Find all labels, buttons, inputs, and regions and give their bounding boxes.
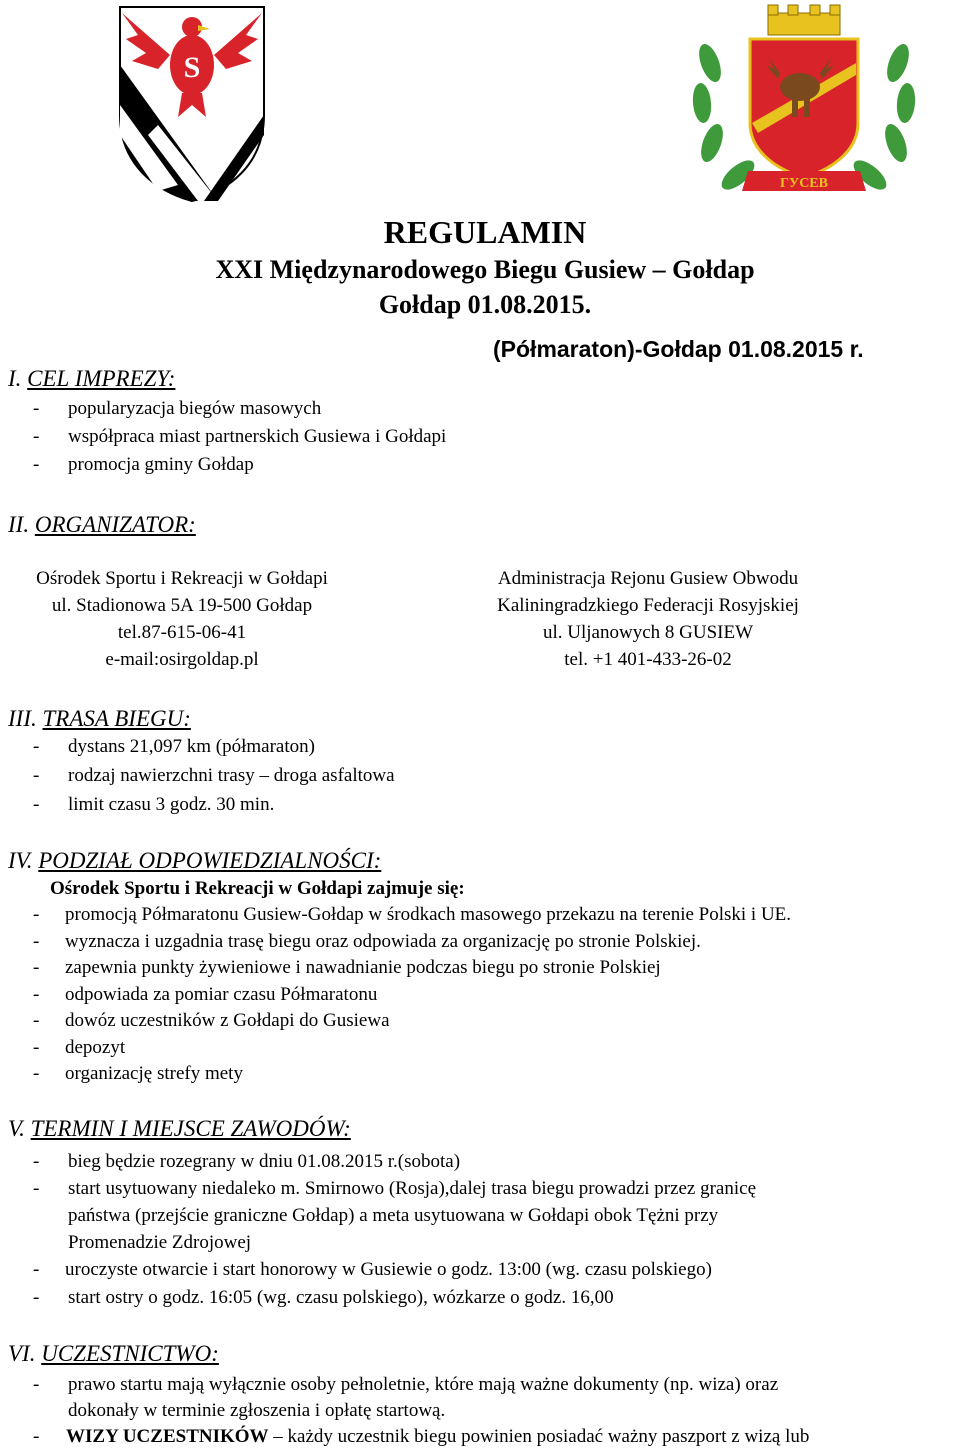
list-item: - współpraca miast partnerskich Gusiewa i Gołdapi — [33, 426, 447, 447]
list-item: - depozyt — [33, 1036, 126, 1058]
list-item: - rodzaj nawierzchni trasy – droga asfaltowa — [33, 765, 395, 786]
crest-text: ГУСЕВ — [780, 176, 828, 191]
gusev-coat-of-arms — [688, 3, 920, 201]
section-3-list — [0, 736, 960, 823]
section-6-heading: VI. UCZESTNICTWO: — [8, 1341, 219, 1366]
section-4-lead: Ośrodek Sportu i Rekreacji w Gołdapi zajmuje się: — [50, 878, 465, 899]
svg-text:S: S — [183, 51, 201, 84]
document-subtitle: XXI Międzynarodowego Biegu Gusiew – Gołdap — [215, 255, 755, 284]
list-item: - organizację strefy mety — [33, 1063, 243, 1084]
document-title: REGULAMIN — [383, 214, 587, 250]
list-item: - promocją Półmaratonu Gusiew-Gołdap w środkach masowego przekazu na terenie Polski i UE. — [33, 904, 792, 925]
section-1-heading: I. CEL IMPREZY: — [8, 366, 176, 391]
list-item: - promocja gminy Gołdap — [33, 454, 254, 475]
section-4-list — [0, 904, 960, 1090]
list-item: - dowóz uczestników z Gołdapi do Gusiewa — [33, 1010, 390, 1031]
document-date: Gołdap 01.08.2015. — [378, 290, 592, 319]
list-item: - start usytuowany niedaleko m. Smirnowo (Rosja),dalej trasa biegu prowadzi przez granicę państwa (przejście graniczne Gołdap) a meta usytuowana w Gołdapi obok Tężni przy Promenadzie Zdrojowej — [33, 1178, 757, 1253]
half-marathon-line: (Półmaraton)-Gołdap 01.08.2015 r. — [493, 336, 864, 362]
list-item: - bieg będzie rozegrany w dniu 01.08.2015 r.(sobota) — [33, 1151, 461, 1172]
section-6-list — [0, 1374, 960, 1452]
list-item: - start ostry o godz. 16:05 (wg. czasu polskiego), wózkarze o godz. 16,00 — [33, 1287, 614, 1308]
list-item: - zapewnia punkty żywieniowe i nawadnianie podczas biegu po stronie Polskiej — [33, 957, 661, 978]
list-item: - uroczyste otwarcie i start honorowy w Gusiewie o godz. 13:00 (wg. czasu polskiego) — [33, 1259, 712, 1280]
goldap-coat-of-arms — [118, 5, 266, 203]
list-item: - odpowiada za pomiar czasu Półmaratonu — [33, 983, 378, 1005]
list-item: - dystans 21,097 km (półmaraton) — [33, 736, 315, 757]
organizer-poland: Ośrodek Sportu i Rekreacji w Gołdapi ul. Stadionowa 5A 19-500 Gołdap tel.87-615-06-41 e-mail:osirgoldap.pl — [36, 568, 328, 670]
section-2-heading: II. ORGANIZATOR: — [8, 512, 196, 537]
section-4-heading: IV. PODZIAŁ ODPOWIEDZIALNOŚCI: — [8, 848, 382, 873]
organizer-russia: Administracja Rejonu Gusiew Obwodu Kaliningradzkiego Federacji Rosyjskiej ul. Uljanowych 8 GUSIEW tel. +1 401-433-26-02 — [497, 568, 799, 670]
list-item: - limit czasu 3 godz. 30 min. — [33, 794, 275, 815]
list-item: - popularyzacja biegów masowych — [33, 398, 322, 419]
list-item: - WIZY UCZESTNIKÓW – każdy uczestnik biegu powinien posiadać ważny paszport z wizą lub — [33, 1426, 810, 1447]
list-item: - prawo startu mają wyłącznie osoby pełnoletnie, które mają ważne dokumenty (np. wiza) oraz dokonały w terminie zgłoszenia i opłatę startową. — [33, 1374, 779, 1421]
list-item: - wyznacza i uzgadnia trasę biegu oraz odpowiada za organizację po stronie Polskiej. — [33, 930, 701, 952]
section-5-heading: V. TERMIN I MIEJSCE ZAWODÓW: — [8, 1116, 351, 1141]
section-1-list — [0, 398, 960, 482]
section-5-list — [0, 1151, 960, 1315]
section-3-heading: III. TRASA BIEGU: — [8, 706, 191, 731]
